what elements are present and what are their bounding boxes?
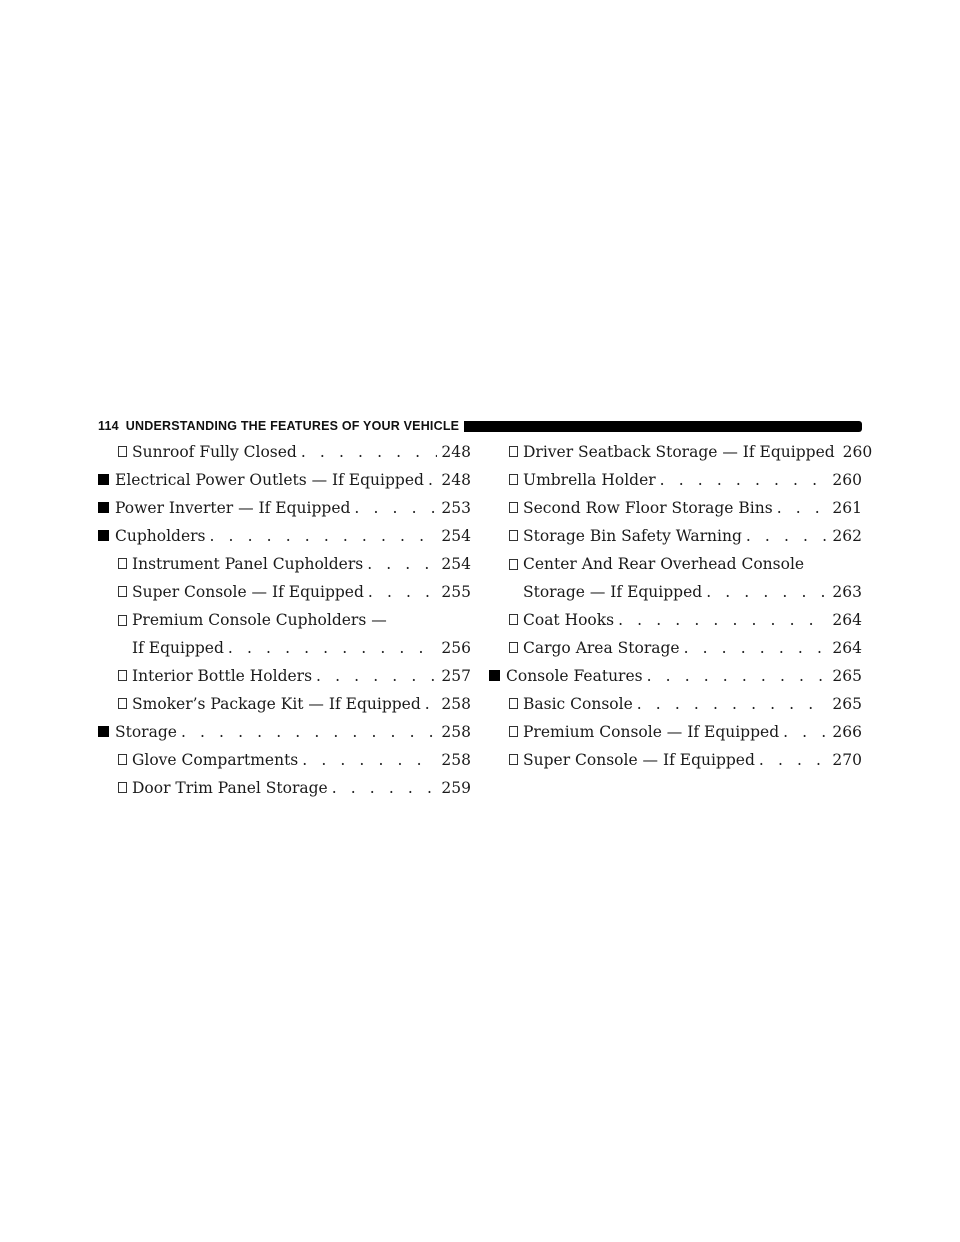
toc-entry[interactable] xyxy=(98,438,471,466)
dot-leader xyxy=(759,746,829,774)
toc-entry-title: Coat Hooks xyxy=(523,611,615,629)
toc-entry[interactable] xyxy=(489,746,862,774)
toc-entry-page: 265 xyxy=(832,667,862,685)
toc-entry-title: Console Features xyxy=(506,667,643,685)
dot-leader xyxy=(706,578,828,606)
toc-entry-title: Driver Seatback Storage — If Equipped xyxy=(523,443,835,461)
toc-entry[interactable] xyxy=(98,494,471,522)
toc-entry-page: 254 xyxy=(441,555,471,573)
toc-left-column xyxy=(98,438,471,802)
dot-leader xyxy=(637,690,829,718)
toc-entry[interactable] xyxy=(98,466,471,494)
toc-entry-page: 258 xyxy=(441,695,471,713)
dot-leader xyxy=(301,438,438,466)
toc-entry[interactable] xyxy=(98,746,471,774)
toc-entry-title: Power Inverter — If Equipped xyxy=(115,499,351,517)
toc-entry[interactable] xyxy=(489,690,862,718)
hollow-square-bullet-icon xyxy=(118,754,127,765)
toc-entry[interactable] xyxy=(98,690,471,718)
toc-entry-page: 256 xyxy=(441,639,471,657)
toc-entry-title-continued: Storage — If Equipped xyxy=(523,583,703,601)
hollow-square-bullet-icon xyxy=(509,446,518,457)
toc-entry[interactable] xyxy=(489,438,873,466)
hollow-square-bullet-icon xyxy=(118,586,127,597)
toc-entry-page: 258 xyxy=(441,723,471,741)
dot-leader xyxy=(647,662,829,690)
dot-leader xyxy=(332,774,438,802)
toc-entry-page: 260 xyxy=(832,471,862,489)
toc-entry-page: 248 xyxy=(441,471,471,489)
dot-leader xyxy=(777,494,829,522)
page-header xyxy=(98,418,862,434)
hollow-square-bullet-icon xyxy=(118,446,127,457)
dot-leader xyxy=(302,746,437,774)
dot-leader xyxy=(428,466,437,494)
toc-entry-title: Glove Compartments xyxy=(132,751,299,769)
toc-entry-title: Umbrella Holder xyxy=(523,471,656,489)
filled-square-bullet-icon xyxy=(98,502,109,513)
toc-entry-title: Cupholders xyxy=(115,527,206,545)
toc-entry-page: 257 xyxy=(441,667,471,685)
hollow-square-bullet-icon xyxy=(118,558,127,569)
toc-entry[interactable] xyxy=(489,522,862,550)
toc-entry-page: 258 xyxy=(441,751,471,769)
toc-entry-page: 270 xyxy=(832,751,862,769)
toc-entry-page: 259 xyxy=(441,779,471,797)
dot-leader xyxy=(367,550,437,578)
filled-square-bullet-icon xyxy=(489,670,500,681)
hollow-square-bullet-icon xyxy=(118,782,127,793)
toc-entry[interactable] xyxy=(98,774,471,802)
toc-right-column xyxy=(489,438,873,774)
toc-entry-title-continued: If Equipped xyxy=(132,639,224,657)
toc-entry-title: Storage xyxy=(115,723,177,741)
hollow-square-bullet-icon xyxy=(509,726,518,737)
toc-entry-page: 266 xyxy=(832,723,862,741)
toc-entry[interactable] xyxy=(98,550,471,578)
dot-leader xyxy=(368,578,438,606)
toc-entry-page: 264 xyxy=(832,611,862,629)
toc-entry[interactable] xyxy=(98,578,471,606)
hollow-square-bullet-icon xyxy=(509,754,518,765)
toc-entry-page: 263 xyxy=(832,583,862,601)
toc-entry[interactable] xyxy=(489,550,862,606)
filled-square-bullet-icon xyxy=(98,474,109,485)
dot-leader xyxy=(425,690,438,718)
page-number: 114 xyxy=(98,419,119,433)
hollow-square-bullet-icon xyxy=(509,559,518,570)
toc-entry[interactable] xyxy=(98,718,471,746)
hollow-square-bullet-icon xyxy=(509,698,518,709)
toc-entry-page: 262 xyxy=(832,527,862,545)
hollow-square-bullet-icon xyxy=(509,642,518,653)
toc-entry-page: 261 xyxy=(832,499,862,517)
toc-entry-title: Cargo Area Storage xyxy=(523,639,680,657)
toc-entry-title: Door Trim Panel Storage xyxy=(132,779,328,797)
toc-entry-page: 255 xyxy=(441,583,471,601)
toc-entry[interactable] xyxy=(489,466,862,494)
toc-entry[interactable] xyxy=(489,634,862,662)
dot-leader xyxy=(783,718,828,746)
header-rule xyxy=(464,421,862,432)
toc-entry-page: 253 xyxy=(441,499,471,517)
filled-square-bullet-icon xyxy=(98,726,109,737)
toc-entry-title: Instrument Panel Cupholders xyxy=(132,555,364,573)
dot-leader xyxy=(684,634,829,662)
hollow-square-bullet-icon xyxy=(509,614,518,625)
toc-entry-title: Super Console — If Equipped xyxy=(523,751,755,769)
toc-entry[interactable] xyxy=(98,522,471,550)
toc-entry-title: Second Row Floor Storage Bins xyxy=(523,499,773,517)
hollow-square-bullet-icon xyxy=(509,474,518,485)
toc-entry[interactable] xyxy=(98,662,471,690)
hollow-square-bullet-icon xyxy=(118,615,127,626)
toc-entry-title: Sunroof Fully Closed xyxy=(132,443,297,461)
hollow-square-bullet-icon xyxy=(118,698,127,709)
dot-leader xyxy=(181,718,437,746)
toc-entry-title: Storage Bin Safety Warning xyxy=(523,527,742,545)
toc-entry[interactable] xyxy=(489,606,862,634)
toc-entry-page: 260 xyxy=(842,443,873,461)
dot-leader xyxy=(228,634,438,662)
dot-leader xyxy=(618,606,828,634)
toc-entry-page: 264 xyxy=(832,639,862,657)
toc-entry-page: 265 xyxy=(832,695,862,713)
toc-entry[interactable] xyxy=(98,606,471,662)
dot-leader xyxy=(210,522,438,550)
toc-entry-title: Basic Console xyxy=(523,695,633,713)
toc-entry-title: Premium Console Cupholders — xyxy=(132,611,387,629)
section-title: UNDERSTANDING THE FEATURES OF YOUR VEHICLE xyxy=(125,419,460,433)
dot-leader xyxy=(746,522,829,550)
toc-entry-title: Smoker’s Package Kit — If Equipped xyxy=(132,695,421,713)
filled-square-bullet-icon xyxy=(98,530,109,541)
toc-entry-title: Center And Rear Overhead Console xyxy=(523,555,805,573)
hollow-square-bullet-icon xyxy=(509,530,518,541)
dot-leader xyxy=(354,494,437,522)
toc-entry[interactable] xyxy=(489,718,862,746)
toc-entry[interactable] xyxy=(489,662,862,690)
toc-entry-page: 254 xyxy=(441,527,471,545)
hollow-square-bullet-icon xyxy=(118,670,127,681)
toc-entry-title: Interior Bottle Holders xyxy=(132,667,313,685)
hollow-square-bullet-icon xyxy=(509,502,518,513)
toc-entry-title: Premium Console — If Equipped xyxy=(523,723,780,741)
toc-entry-title: Electrical Power Outlets — If Equipped xyxy=(115,471,424,489)
toc-entry[interactable] xyxy=(489,494,862,522)
toc-entry-page: 248 xyxy=(441,443,471,461)
toc-entry-title: Super Console — If Equipped xyxy=(132,583,364,601)
dot-leader xyxy=(660,466,829,494)
dot-leader xyxy=(316,662,437,690)
